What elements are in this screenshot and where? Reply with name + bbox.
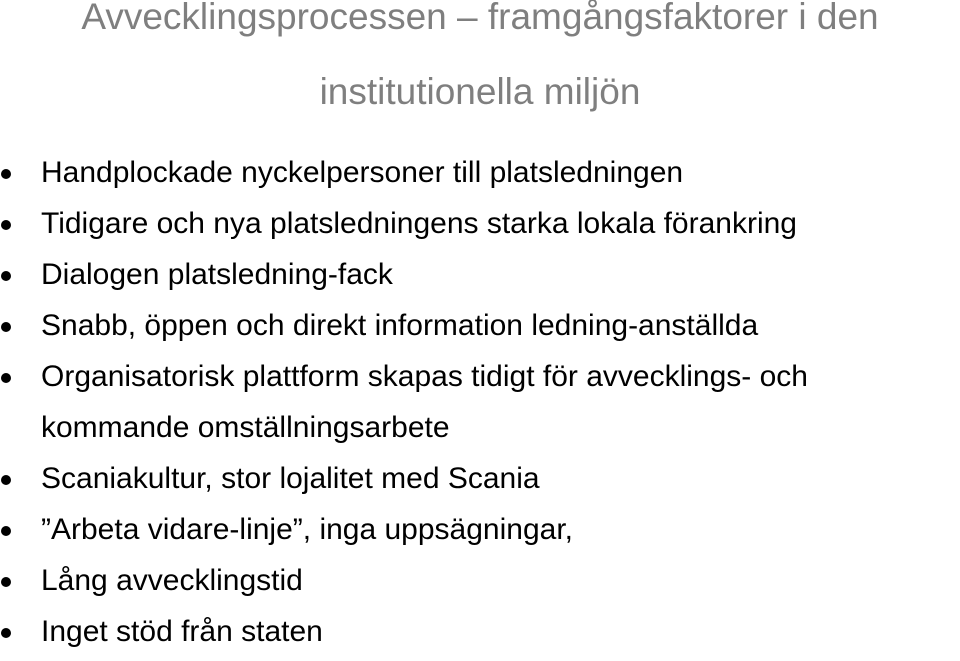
- bullet-item: [0, 300, 960, 351]
- bullet-icon: [1, 577, 11, 587]
- bullet-item: [0, 198, 960, 249]
- title-line-1: Avvecklingsprocessen – framgångsfaktorer i den: [81, 0, 879, 37]
- title-line-2: institutionella miljön: [319, 71, 641, 112]
- bullet-item: [0, 249, 960, 300]
- bullet-text: Tidigare och nya platsledningens starka lokala förankring: [41, 207, 797, 240]
- bullet-list: [0, 147, 960, 657]
- bullet-icon: [1, 271, 11, 281]
- bullet-icon: [1, 475, 11, 485]
- bullet-item: [0, 147, 960, 198]
- bullet-text: Handplockade nyckelpersoner till platsledningen: [41, 156, 684, 189]
- bullet-icon: [1, 322, 11, 332]
- bullet-item: [0, 351, 901, 453]
- bullet-item: [0, 606, 960, 657]
- bullet-text: Dialogen platsledning-fack: [41, 258, 393, 291]
- bullet-icon: [1, 373, 11, 383]
- bullet-text: Inget stöd från staten: [41, 615, 323, 648]
- bullet-text: Organisatorisk plattform skapas tidigt för avvecklings- och kommande omställningsarbete: [41, 360, 808, 444]
- bullet-text: Snabb, öppen och direkt information ledning-anställda: [41, 309, 759, 342]
- bullet-icon: [1, 169, 11, 179]
- bullet-text: Scaniakultur, stor lojalitet med Scania: [41, 462, 540, 495]
- bullet-item: [0, 453, 960, 504]
- bullet-text: ”Arbeta vidare-linje”, inga uppsägningar,: [41, 513, 573, 546]
- bullet-icon: [1, 220, 11, 230]
- bullet-text: Lång avvecklingstid: [41, 564, 303, 597]
- bullet-item: [0, 555, 960, 606]
- bullet-item: [0, 504, 960, 555]
- bullet-icon: [1, 526, 11, 536]
- bullet-icon: [1, 628, 11, 638]
